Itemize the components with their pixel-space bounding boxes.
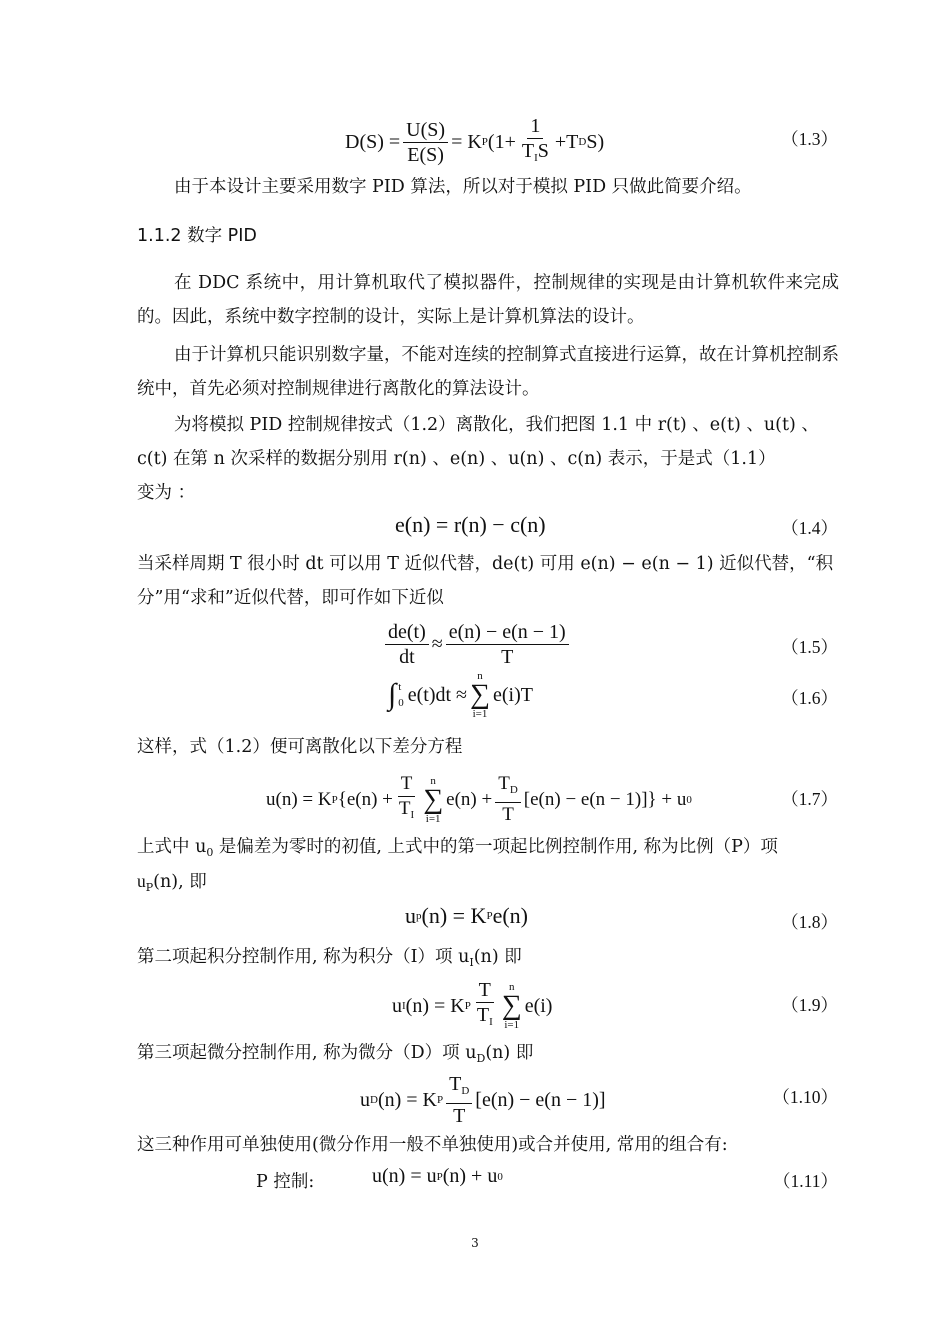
- eq-text: S: [537, 140, 549, 162]
- subscript: P: [437, 1094, 444, 1106]
- summation: [502, 981, 522, 1031]
- equation-number: （1.9）: [781, 995, 838, 1015]
- equation-1-9: [392, 978, 552, 1034]
- fraction-numerator: de(t): [385, 620, 429, 645]
- eq-text: (n) = K: [377, 1088, 437, 1111]
- subscript: I: [534, 152, 538, 164]
- fraction-numerator: T: [398, 772, 416, 797]
- lower-limit: i=1: [425, 812, 441, 825]
- subscript: D: [578, 136, 587, 148]
- equation-number: （1.6）: [781, 688, 838, 708]
- eq-text: T: [521, 140, 535, 162]
- fraction-denominator: T: [453, 1105, 466, 1127]
- subscript: P: [436, 1170, 443, 1183]
- eq-text: (n) + u: [442, 1165, 498, 1187]
- eq-text: e(n) = r(n) − c(n): [395, 512, 546, 537]
- fraction-denominator: [519, 139, 552, 170]
- fraction-numerator: U(S): [403, 118, 448, 143]
- subscript: I: [402, 1000, 406, 1012]
- eq-text: T: [449, 1073, 462, 1095]
- paragraph-line: [137, 940, 839, 980]
- fraction-denominator: [474, 1003, 496, 1034]
- text-run: 上式中 u: [137, 837, 207, 857]
- fraction: [446, 1072, 472, 1128]
- summation: [470, 670, 490, 720]
- text-run: (n) 即: [473, 947, 522, 967]
- eq-text: u(n) = K: [266, 788, 332, 810]
- fraction: [396, 772, 417, 827]
- eq-text: {e(n) +: [337, 788, 393, 810]
- fraction: [474, 978, 496, 1034]
- fraction-denominator: [396, 797, 417, 827]
- eq-text: u: [392, 994, 402, 1017]
- paragraph-line: 当采样周期 T 很小时 dt 可以用 T 近似代替，de(t) 可用 e(n) − e(n − 1) 近似代替，“积: [137, 554, 834, 574]
- subscript: D: [509, 784, 518, 796]
- text-run: u: [137, 871, 146, 891]
- fraction-numerator: 1: [527, 114, 543, 139]
- sigma-sign: ∑: [501, 990, 522, 1021]
- lower-limit: i=1: [504, 1019, 520, 1031]
- text-run: 第三项起微分控制作用, 称为微分（D）项 u: [137, 1043, 477, 1063]
- subscript: 0: [497, 1170, 503, 1183]
- subscript: D: [370, 1094, 378, 1106]
- upper-limit: n: [508, 981, 515, 993]
- equation-number: （1.4）: [781, 518, 838, 538]
- equation-1-8: [405, 903, 528, 929]
- text-run: (n) 即: [485, 1043, 534, 1063]
- eq-text: u(n) = u: [372, 1165, 437, 1187]
- subscript: p: [416, 910, 422, 922]
- equation-number: （1.10）: [772, 1087, 838, 1107]
- lower-limit: 0: [398, 697, 404, 709]
- fraction: [403, 118, 448, 167]
- eq-text: e(n) +: [446, 788, 493, 810]
- eq-text: e(i)T: [492, 683, 533, 706]
- sigma-sign: ∑: [470, 679, 490, 710]
- text-run: 是偏差为零时的初值, 上式中的第一项起比例控制作用, 称为比例（P）项: [213, 837, 778, 857]
- subscript: I: [469, 956, 474, 969]
- eq-text: S): [586, 130, 605, 153]
- control-label: P 控制:: [256, 1172, 315, 1192]
- fraction: [446, 620, 569, 669]
- eq-text: (n) = K: [421, 903, 487, 928]
- fraction-denominator: T: [501, 646, 514, 668]
- subscript: D: [461, 1085, 470, 1097]
- eq-text: T: [398, 798, 411, 819]
- eq-text: u: [360, 1088, 370, 1111]
- paragraph: 由于本设计主要采用数字 PID 算法，所以对于模拟 PID 只做此简要介绍。: [174, 177, 752, 197]
- paragraph-line: 为将模拟 PID 控制规律按式（1.2）离散化，我们把图 1.1 中 r(t) 、e(t) 、u(t) 、: [174, 415, 819, 435]
- paragraph-line: c(t) 在第 n 次采样的数据分别用 r(n) 、e(n) 、u(n) 、c(n) 表示，于是式（1.1）: [137, 449, 776, 469]
- equation-number: （1.3）: [781, 129, 838, 149]
- subscript: P: [464, 1000, 471, 1012]
- summation: [423, 775, 443, 825]
- equation-number: （1.11）: [773, 1171, 838, 1191]
- equation-1-3: [345, 114, 604, 170]
- fraction-numerator: [495, 772, 521, 803]
- upper-limit: t: [398, 681, 402, 693]
- subscript: P: [486, 910, 493, 922]
- eq-text: e(i): [524, 994, 553, 1017]
- upper-limit: n: [430, 774, 436, 787]
- eq-text: T: [476, 1004, 490, 1026]
- eq-text: T: [498, 773, 510, 794]
- eq-text: (1+: [487, 130, 516, 153]
- paragraph: 由于计算机只能识别数字量，不能对连续的控制算式直接进行运算，故在计算机控制系统中，首先必须对控制规律进行离散化的算法设计。: [137, 345, 839, 399]
- subscript: P: [331, 793, 338, 806]
- equation-1-6: [388, 670, 533, 720]
- eq-text: D(S) =: [345, 130, 401, 153]
- lower-limit: i=1: [472, 708, 488, 720]
- eq-text: [e(n) − e(n − 1)]} + u: [523, 788, 687, 810]
- equation-1-4: [395, 512, 546, 538]
- subscript: 0: [686, 793, 692, 806]
- eq-text: +T: [554, 130, 579, 153]
- page-number: 3: [471, 1236, 479, 1250]
- sigma-sign: ∑: [423, 783, 444, 815]
- fraction-denominator: T: [502, 804, 514, 825]
- eq-text: = K: [451, 130, 482, 153]
- subscript: D: [476, 1052, 486, 1065]
- integral-sign: ∫: [388, 678, 397, 711]
- paragraph-line: 分”用“求和”近似代替，即可作如下近似: [137, 588, 444, 608]
- paragraph-line: 这三种作用可单独使用(微分作用一般不单独使用)或合并使用, 常用的组合有:: [137, 1135, 728, 1155]
- paragraph-line: [137, 864, 839, 905]
- fraction: [385, 620, 429, 669]
- eq-text: ≈: [431, 633, 443, 655]
- eq-text: (n) = K: [405, 994, 465, 1017]
- equation-1-11: [372, 1165, 503, 1188]
- subscript: I: [410, 809, 415, 821]
- eq-text: u: [405, 903, 416, 928]
- text-run: 第二项起积分控制作用, 称为积分（I）项 u: [137, 947, 470, 967]
- equation-1-10: [360, 1072, 606, 1128]
- subscript: P: [481, 136, 488, 148]
- subscript: 0: [206, 846, 214, 859]
- paragraph-line: 这样，式（1.2）便可离散化以下差分方程: [137, 737, 463, 757]
- fraction-denominator: E(S): [407, 143, 444, 166]
- eq-text: e(n): [492, 903, 528, 928]
- paragraph-line: [137, 1036, 839, 1076]
- subscript: P: [145, 881, 154, 894]
- paragraph: 在 DDC 系统中，用计算机取代了模拟器件，控制规律的实现是由计算机软件来完成的。因此，系统中数字控制的设计，实际上是计算机算法的设计。: [137, 273, 839, 327]
- fraction-numerator: e(n) − e(n − 1): [446, 620, 569, 645]
- eq-text: e(t)dt ≈: [407, 683, 468, 706]
- fraction-numerator: T: [476, 978, 494, 1003]
- equation-number: （1.8）: [781, 912, 838, 932]
- section-heading: 1.1.2 数字 PID: [137, 226, 257, 246]
- fraction: [495, 772, 521, 827]
- equation-number: （1.7）: [781, 789, 838, 809]
- equation-number: （1.5）: [781, 637, 838, 657]
- fraction-denominator: dt: [399, 646, 415, 668]
- equation-1-5: [382, 620, 572, 669]
- eq-text: [e(n) − e(n − 1)]: [475, 1088, 606, 1111]
- integral-limits: [398, 679, 404, 711]
- text-run: (n), 即: [153, 872, 207, 892]
- upper-limit: n: [477, 670, 483, 682]
- subscript: I: [489, 1016, 493, 1028]
- paragraph-line: 变为 ：: [137, 483, 196, 503]
- fraction-numerator: [446, 1072, 472, 1104]
- fraction: [519, 114, 552, 170]
- equation-1-7: [266, 772, 692, 827]
